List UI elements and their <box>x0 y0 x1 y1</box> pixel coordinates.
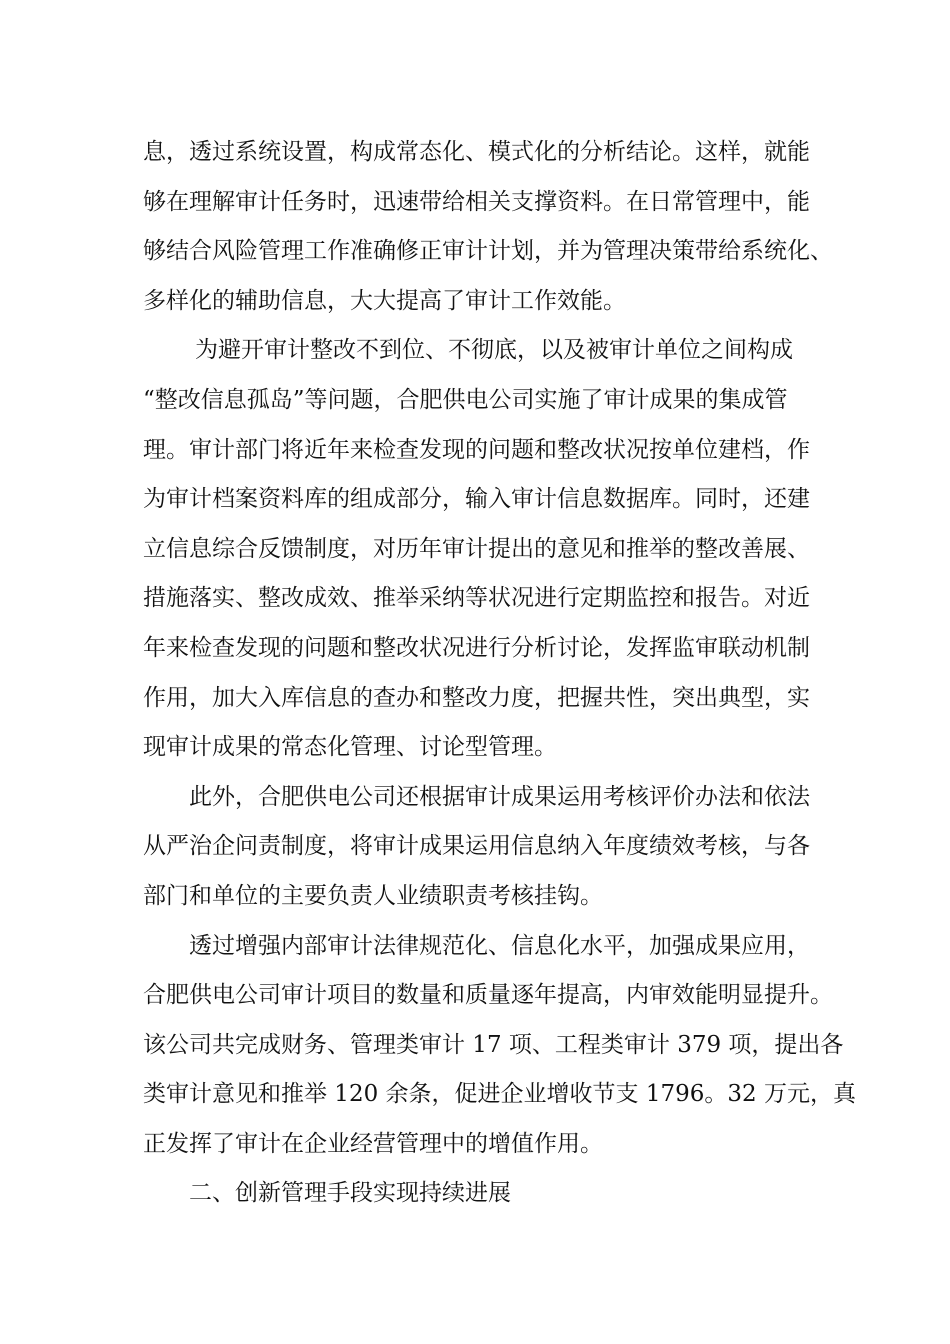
text-line: 部门和单位的主要负责人业绩职责考核挂钩。 <box>143 882 603 909</box>
text-line: 合肥供电公司审计项目的数量和质量逐年提高，内审效能明显提升。 <box>143 982 833 1009</box>
text-line: 够结合风险管理工作准确修正审计计划，并为管理决策带给系统化、 <box>143 238 833 265</box>
text-line: 够在理解审计任务时，迅速带给相关支撑资料。在日常管理中，能 <box>143 188 810 215</box>
text-line: 年来检查发现的问题和整改状况进行分析讨论，发挥监审联动机制 <box>143 634 810 661</box>
text-line: 从严治企问责制度，将审计成果运用信息纳入年度绩效考核，与各 <box>143 833 810 860</box>
paragraph-first-line: 透过增强内部审计法律规范化、信息化水平，加强成果应用， <box>189 932 810 959</box>
text-line: “整改信息孤岛”等问题，合肥供电公司实施了审计成果的集成管 <box>143 386 788 413</box>
document-body <box>143 128 856 1219</box>
text-line: 多样化的辅助信息，大大提高了审计工作效能。 <box>143 287 626 314</box>
section-heading: 二、创新管理手段实现持续进展 <box>189 1180 511 1207</box>
text-line: 措施落实、整改成效、推举采纳等状况进行定期监控和报告。对近 <box>143 585 810 612</box>
text-line: 类审计意见和推举 120 余条，促进企业增收节支 1796。32 万元，真 <box>143 1081 856 1108</box>
text-line: 为审计档案资料库的组成部分，输入审计信息数据库。同时，还建 <box>143 486 810 513</box>
text-line: 息，透过系统设置，构成常态化、模式化的分析结论。这样，就能 <box>143 139 810 165</box>
text-line: 正发挥了审计在企业经营管理中的增值作用。 <box>143 1130 603 1157</box>
paragraph-first-line: 此外，合肥供电公司还根据审计成果运用考核评价办法和依法 <box>189 783 810 810</box>
text-line: 现审计成果的常态化管理、讨论型管理。 <box>143 734 557 761</box>
text-line: 作用，加大入库信息的查办和整改力度，把握共性，突出典型，实 <box>143 684 810 711</box>
text-line: 该公司共完成财务、管理类审计 17 项、工程类审计 379 项，提出各 <box>143 1031 844 1058</box>
text-line: 立信息综合反馈制度，对历年审计提出的意见和推举的整改善展、 <box>143 535 810 562</box>
paragraph-first-line: 为避开审计整改不到位、不彻底，以及被审计单位之间构成 <box>195 337 793 364</box>
text-line: 理。审计部门将近年来检查发现的问题和整改状况按单位建档，作 <box>143 436 810 463</box>
